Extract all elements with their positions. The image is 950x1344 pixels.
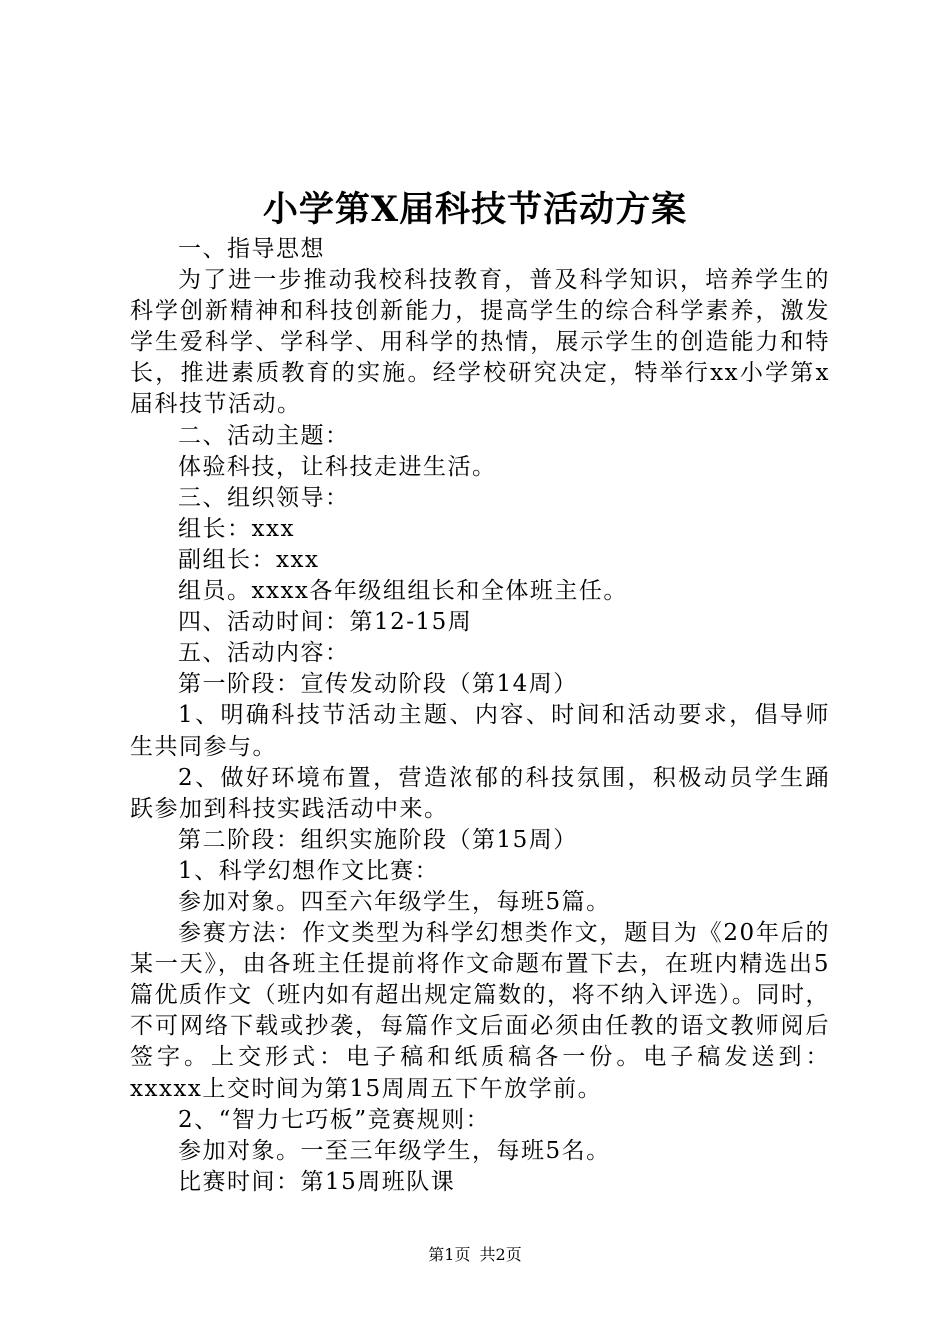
stage-two-heading: 第二阶段：组织实施阶段（第15周） bbox=[178, 826, 578, 853]
stage-one-item-2: 2、做好环境布置，营造浓郁的科技氛围，积极动员学生踊跃参加到科技实践活动中来。 bbox=[130, 764, 830, 822]
page-number: 第1页 bbox=[428, 1245, 471, 1264]
section-heading-theme: 二、活动主题： bbox=[178, 422, 350, 449]
document-title: 小学第X届科技节活动方案 bbox=[262, 189, 688, 230]
section-heading-organization: 三、组织领导： bbox=[178, 484, 350, 511]
stage-two-item-1: 1、科学幻想作文比赛： bbox=[178, 857, 440, 884]
paragraph-essay-participants: 参加对象。四至六年级学生，每班5篇。 bbox=[178, 888, 611, 915]
page-total: 共2页 bbox=[479, 1245, 522, 1264]
paragraph-leader: 组长：xxx bbox=[178, 515, 295, 542]
section-heading-guiding-ideology: 一、指导思想 bbox=[178, 236, 325, 262]
paragraph-deputy-leader: 副组长：xxx bbox=[178, 546, 320, 573]
paragraph-tangram-time: 比赛时间：第15周班队课 bbox=[178, 1168, 456, 1195]
stage-two-item-2: 2、“智力七巧板”竞赛规则： bbox=[178, 1106, 491, 1133]
document-body bbox=[130, 234, 830, 1198]
section-heading-time: 四、活动时间：第12-15周 bbox=[178, 609, 473, 636]
paragraph-members: 组员。xxxx各年级组组长和全体班主任。 bbox=[178, 578, 628, 605]
paragraph-theme: 体验科技，让科技走进生活。 bbox=[178, 453, 497, 480]
section-heading-content: 五、活动内容： bbox=[178, 640, 350, 667]
stage-one-heading: 第一阶段：宣传发动阶段（第14周） bbox=[178, 671, 578, 698]
stage-one-item-1: 1、明确科技节活动主题、内容、时间和活动要求，倡导师生共同参与。 bbox=[130, 702, 830, 760]
page-footer bbox=[0, 1244, 950, 1266]
paragraph-tangram-participants: 参加对象。一至三年级学生，每班5名。 bbox=[178, 1137, 611, 1164]
paragraph-essay-method: 参赛方法：作文类型为科学幻想类作文，题目为《20年后的某一天》，由各班主任提前将作文命题布置下去，在班内精选出5篇优质作文（班内如有超出规定篇数的，将不纳入评选）。同时，不可网络下载或抄袭，每篇作文后面必须由任教的语文教师阅后签字。上交形式：电子稿和纸质稿各一份。电子稿发送到：xxxxx上交时间为第15周周五下午放学前。 bbox=[130, 920, 830, 1102]
paragraph-purpose: 为了进一步推动我校科技教育，普及科学知识，培养学生的科学创新精神和科技创新能力，提高学生的综合科学素养，激发学生爱科学、学科学、用科学的热情，展示学生的创造能力和特长，推进素质教育的实施。经学校研究决定，特举行xx小学第x届科技节活动。 bbox=[130, 267, 830, 418]
